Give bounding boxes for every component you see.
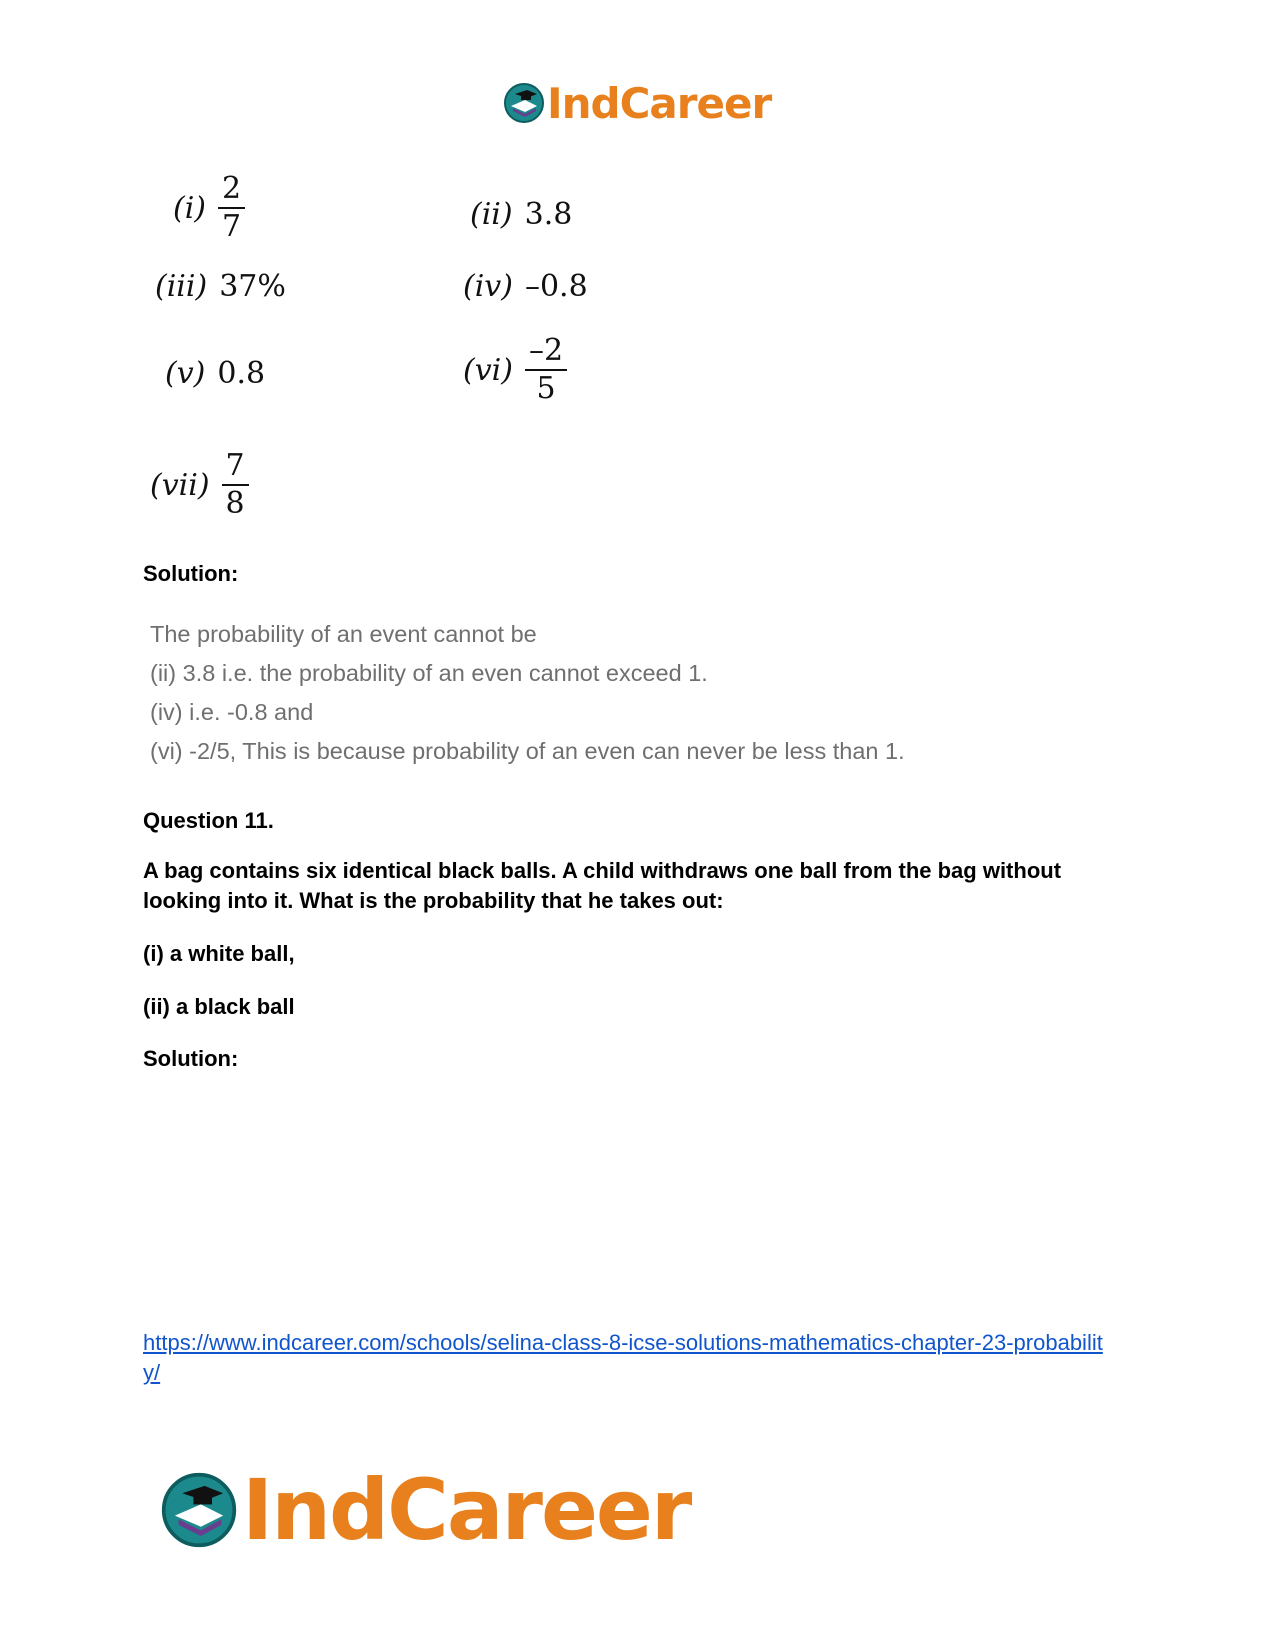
option-label: (vi) xyxy=(463,352,513,388)
option-value: 3.8 xyxy=(524,197,573,232)
option-label: (i) xyxy=(173,190,207,226)
fraction xyxy=(222,448,249,521)
option-value: 37% xyxy=(219,269,286,304)
question-part-ii: (ii) a black ball xyxy=(143,994,295,1019)
option-iii xyxy=(155,269,286,304)
question-text: A bag contains six identical black balls. A child withdraws one ball from the bag without looking into it. What is the probability that he takes out: xyxy=(143,858,1062,913)
option-label: (vii) xyxy=(150,467,210,503)
option-label: (iii) xyxy=(155,269,208,304)
numerator: 2 xyxy=(218,174,245,209)
solution-line: (ii) 3.8 i.e. the probability of an even cannot exceed 1. xyxy=(150,660,708,686)
graduation-book-icon xyxy=(503,82,545,124)
option-value: –0.8 xyxy=(524,269,588,304)
fraction xyxy=(525,333,567,406)
option-i xyxy=(173,171,245,244)
solution-heading: Solution: xyxy=(143,1046,239,1071)
footer-logo xyxy=(160,1461,691,1559)
numerator: 7 xyxy=(222,451,249,486)
solution-heading: Solution: xyxy=(143,561,239,586)
graduation-book-icon xyxy=(160,1471,238,1549)
denominator: 5 xyxy=(536,371,556,406)
denominator: 7 xyxy=(222,209,242,244)
question-heading: Question 11. xyxy=(143,808,274,833)
option-iv xyxy=(463,269,588,304)
solution-line: (iv) i.e. -0.8 and xyxy=(150,699,314,725)
solution-line: (vi) -2/5, This is because probability of an even can never be less than 1. xyxy=(150,738,905,764)
option-vii xyxy=(150,448,249,521)
option-vi xyxy=(463,333,567,406)
solution-line: The probability of an event cannot be xyxy=(150,621,537,647)
option-label: (v) xyxy=(165,356,206,391)
option-label: (ii) xyxy=(470,197,513,232)
source-link[interactable]: https://www.indcareer.com/schools/selina-class-8-icse-solutions-mathematics-chapter-23-probability/ xyxy=(143,1330,1103,1385)
logo-wordmark: IndCareer xyxy=(242,1461,691,1559)
option-ii xyxy=(470,197,572,232)
fraction xyxy=(218,171,245,244)
option-v xyxy=(165,356,265,391)
option-value: 0.8 xyxy=(217,356,266,391)
question-part-i: (i) a white ball, xyxy=(143,941,295,966)
logo-wordmark: IndCareer xyxy=(547,78,772,128)
numerator: –2 xyxy=(525,336,567,371)
denominator: 8 xyxy=(225,486,245,521)
option-label: (iv) xyxy=(463,269,513,304)
header-logo xyxy=(503,78,771,128)
